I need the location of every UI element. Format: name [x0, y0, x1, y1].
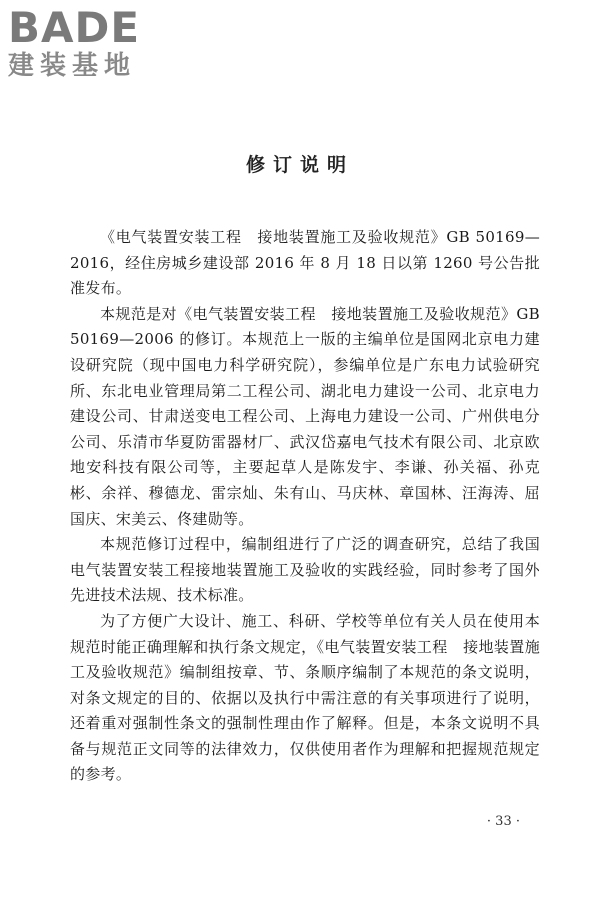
document-body: [70, 225, 540, 788]
paragraph: 本规范修订过程中，编制组进行了广泛的调查研究，总结了我国电气装置安装工程接地装置施工及验收的实践经验，同时参考了国外先进技术法规、技术标准。: [70, 535, 540, 605]
logo-subtitle: 建装基地: [8, 51, 137, 81]
logo-word: BADE: [8, 3, 141, 52]
paragraph: 本规范是对《电气装置安装工程 接地装置施工及验收规范》GB 50169—2006 的修订。本规范上一版的主编单位是国网北京电力建设研究院（现中国电力科学研究院），参编单位是广东电力试验研究所、东北电业管理局第二工程公司、湖北电力建设一公司、北京电力建设公司、甘肃送变电工程公司、上海电力建设一公司、广州供电分公司、乐清市华夏防雷器材厂、武汉岱嘉电气技术有限公司、北京欧地安科技有限公司等，主要起草人是陈发宇、李谦、孙关福、孙克彬、余祥、穆德龙、雷宗灿、朱有山、马庆林、章国林、汪海涛、屈国庆、宋美云、佟建勋等。: [70, 304, 540, 528]
page-number: · 33 ·: [486, 814, 520, 829]
brand-logo: [8, 3, 178, 82]
page-title: 修订说明: [245, 154, 354, 176]
paragraph: 为了方便广大设计、施工、科研、学校等单位有关人员在使用本规范时能正确理解和执行条文规定，《电气装置安装工程 接地装置施工及验收规范》编制组按章、节、条顺序编制了本规范的条文说明，对条文规定的目的、依据以及执行中需注意的有关事项进行了说明，还着重对强制性条文的强制性理由作了解释。但是，本条文说明不具备与规范正文同等的法律效力，仅供使用者作为理解和把握规范规定的参考。: [70, 611, 540, 784]
paragraph: 《电气装置安装工程 接地装置施工及验收规范》GB 50169—2016，经住房城乡建设部 2016 年 8 月 18 日以第 1260 号公告批准发布。: [70, 228, 540, 298]
